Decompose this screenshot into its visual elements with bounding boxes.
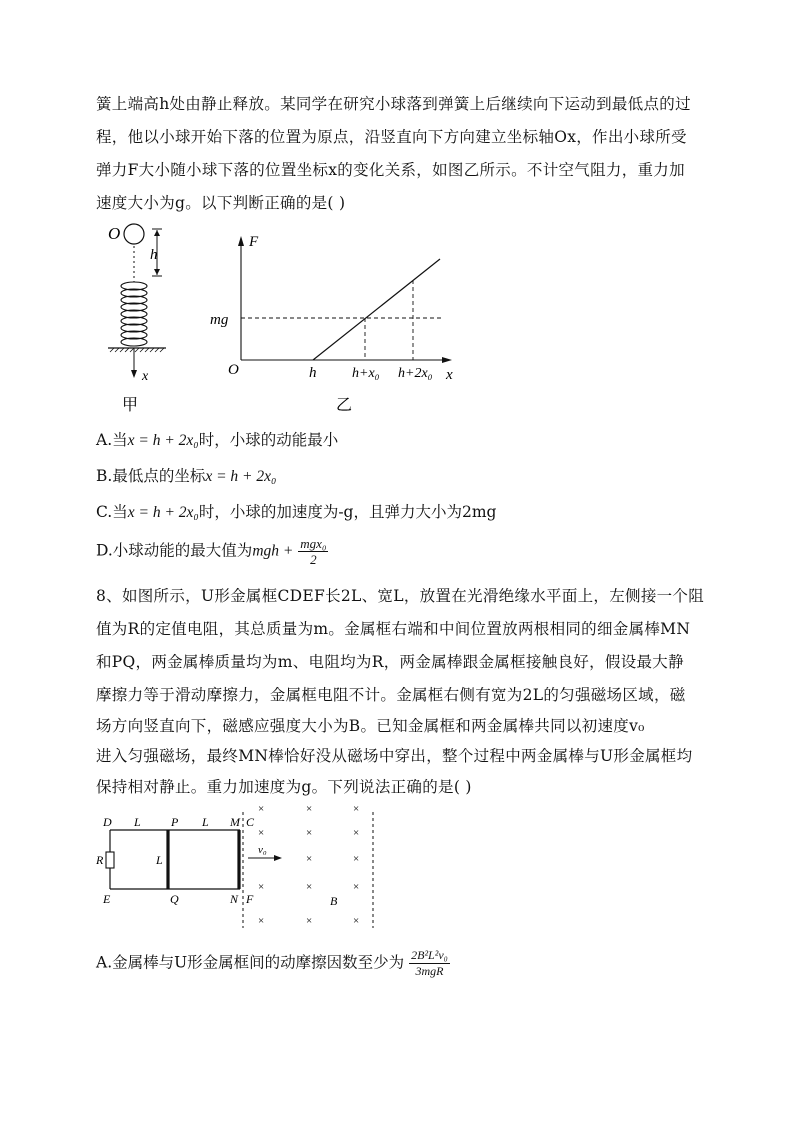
q8-option-A-numerator: 2B²L²v₀ <box>411 948 448 962</box>
field-cross: × <box>306 881 313 893</box>
q7-option-A-suffix: 时，小球的动能最小 <box>198 431 339 449</box>
q8-option-A-prefix: A.金属棒与U形金属框间的动摩擦因数至少为 <box>96 953 405 972</box>
q8-stem-line-5: 场方向竖直向下，磁感应强度大小为B。已知金属框和两金属棒共同以初速度v₀ <box>96 717 645 735</box>
fig-label-M: M <box>230 815 240 829</box>
field-cross: × <box>306 853 313 865</box>
q8-option-A-denominator: 3mgR <box>415 964 444 978</box>
q7-stem-line-1: 簧上端高h处由静止释放。某同学在研究小球落到弹簧上后继续向下运动到最低点的过 <box>96 95 691 113</box>
q8-stem-line-6: 进入匀强磁场，最终MN棒恰好没从磁场中穿出，整个过程中两金属棒与U形金属框均 <box>96 747 693 765</box>
figure-q8-frame <box>98 800 398 932</box>
field-cross: × <box>306 803 313 815</box>
field-cross: × <box>258 915 265 927</box>
field-cross: × <box>353 803 360 815</box>
q7-option-A-prefix: A.当 <box>96 431 128 449</box>
fig-label-B: B <box>330 894 338 908</box>
yi-label-mg: mg <box>210 312 229 328</box>
q8-stem-line-1: 8、如图所示，U形金属框CDEF长2L、宽L，放置在光滑绝缘水平面上，左侧接一个阻 <box>96 587 705 605</box>
yi-label-x: x <box>446 367 453 383</box>
field-cross: × <box>306 915 313 927</box>
figure-jia <box>100 222 180 414</box>
force-line <box>313 259 440 360</box>
field-cross: × <box>353 827 360 839</box>
fig-label-N: N <box>230 892 239 906</box>
q7-option-D-math: mgh + <box>252 542 294 560</box>
yi-tick-h-2x0: h+2x₀ <box>398 366 433 381</box>
q7-option-D-numerator: mgx₀ <box>300 536 327 551</box>
q7-option-B <box>96 464 276 486</box>
yi-tick-h: h <box>309 365 317 381</box>
q7-option-C-suffix: 时，小球的加速度为-g，且弹力大小为2mg <box>198 503 497 521</box>
jia-caption: 甲 <box>122 397 139 414</box>
fig-label-E: E <box>103 892 111 906</box>
q8-stem-line-4: 摩擦力等于滑动摩擦力，金属框电阻不计。金属框右侧有宽为2L的匀强磁场区域，磁 <box>96 686 686 704</box>
q7-option-D-denominator: 2 <box>310 552 317 567</box>
q8-stem-line-2: 值为R的定值电阻，其总质量为m。金属框右端和中间位置放两根相同的细金属棒MN <box>96 620 691 638</box>
q7-option-C-prefix: C.当 <box>96 503 128 521</box>
q7-option-B-prefix: B.最低点的坐标 <box>96 467 206 485</box>
q8-stem-line-7: 保持相对静止。重力加速度为g。下列说法正确的是( ) <box>96 778 472 796</box>
q7-option-D <box>96 536 328 567</box>
field-cross: × <box>353 915 360 927</box>
q8-option-A <box>96 948 450 979</box>
fig-label-P: P <box>171 815 179 829</box>
field-cross: × <box>258 881 265 893</box>
fig-label-L-mid: L <box>156 853 163 867</box>
q7-option-A <box>96 428 338 450</box>
q7-option-C-math: x = h + 2x₀ <box>127 504 199 521</box>
jia-label-x: x <box>142 369 149 384</box>
fig-label-D: D <box>103 815 112 829</box>
q8-stem-line-3: 和PQ，两金属棒质量均为m、电阻均为R，两金属棒跟金属框接触良好，假设最大静 <box>96 653 684 671</box>
jia-label-h: h <box>150 247 158 263</box>
q7-stem-line-3: 弹力F大小随小球下落的位置坐标x的变化关系，如图乙所示。不计空气阻力，重力加 <box>96 161 685 179</box>
field-cross: × <box>353 881 360 893</box>
yi-label-F: F <box>249 234 259 250</box>
q7-option-B-math: x = h + 2x₀ <box>205 468 277 485</box>
q7-stem-line-4: 速度大小为g。以下判断正确的是( ) <box>96 194 346 212</box>
q7-stem-line-2: 程，他以小球开始下落的位置为原点，沿竖直向下方向建立坐标轴Ox，作出小球所受 <box>96 128 687 146</box>
fig-label-F: F <box>246 892 254 906</box>
ball <box>124 224 144 244</box>
q7-option-D-fraction <box>298 536 328 567</box>
field-cross: × <box>306 827 313 839</box>
q8-option-A-fraction <box>409 948 450 979</box>
fig-label-C: C <box>246 815 255 829</box>
field-cross: × <box>353 853 360 865</box>
magnetic-field-crosses <box>258 803 359 927</box>
field-cross: × <box>258 827 265 839</box>
q7-option-D-prefix: D.小球动能的最大值为 <box>96 541 253 560</box>
yi-label-O: O <box>228 362 239 378</box>
spring <box>121 282 147 346</box>
fig-label-L-top2: L <box>202 815 209 829</box>
yi-tick-h-x0: h+x₀ <box>352 366 380 381</box>
jia-label-O: O <box>108 224 121 243</box>
resistor-R <box>106 852 114 868</box>
fig-label-v0: v₀ <box>258 844 267 856</box>
q7-option-A-math: x = h + 2x₀ <box>127 432 199 449</box>
fig-label-R: R <box>96 853 104 867</box>
figure-yi <box>210 222 470 414</box>
field-cross: × <box>258 803 265 815</box>
fig-label-Q: Q <box>170 892 179 906</box>
yi-caption: 乙 <box>336 397 353 414</box>
fig-label-L-top1: L <box>134 815 141 829</box>
q7-option-C <box>96 500 496 522</box>
